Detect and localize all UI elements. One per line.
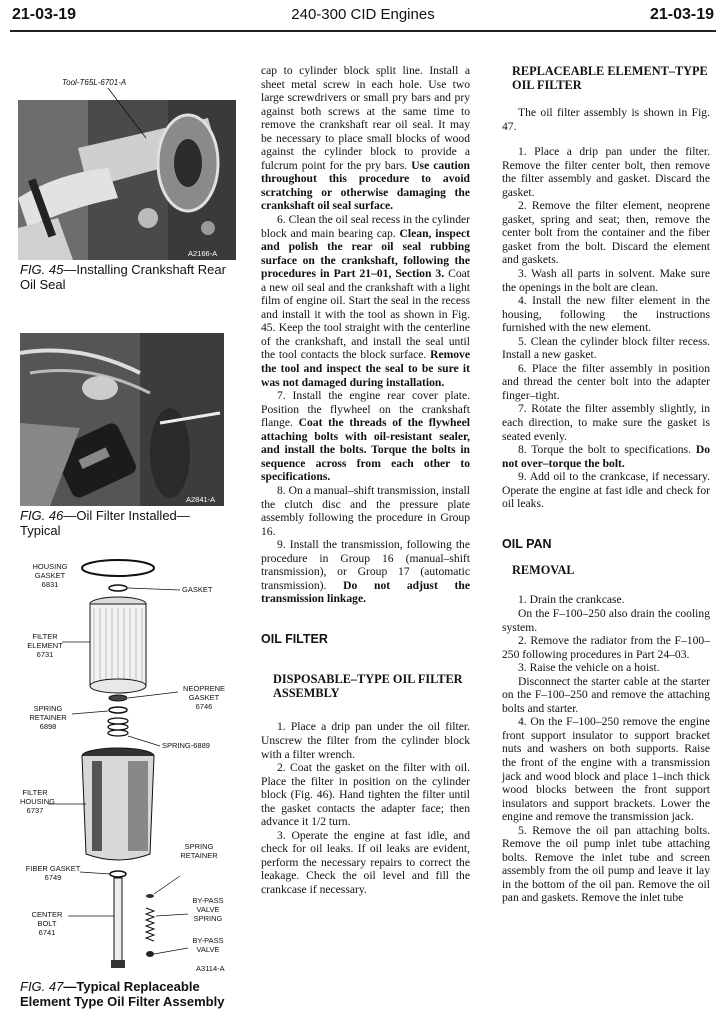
replaceable-step-8: [502, 443, 710, 470]
step-6-d: Remove the tool and inspect the seal to be sure it was not damaged during installation.: [261, 348, 470, 389]
figure-47-diagram: [20, 556, 240, 976]
label-fiber-gasket: [24, 864, 82, 882]
pan-step-4: 4. On the F–100–250 remove the engine front support insulator to support bracket nuts and washers on both supports. Raise the front of the engine with a transmission jack and wood block and place 1–inch thick wood blocks between the front support insulators and support brackets. Lower the engine and remove the transmission jack.: [502, 715, 710, 824]
label-neoprene-gasket: [174, 684, 234, 711]
pan-step-5: 5. Remove the oil pan attaching bolts. Remove the oil pump inlet tube attaching bolts. Remove the inlet tube and screen assembly from the oil pump and leave it lay in the bottom of the oil pan. Remove the oil pan and gaskets. Remove the inlet tube: [502, 823, 710, 905]
disposable-step-2: 2. Coat the gasket on the filter with oil. Place the filter in position on the cylinder block (Fig. 46). Hand tighten the filter until the gasket contacts the adapter face; then advance it 1/2 turn.: [261, 761, 470, 829]
heading-disposable: DISPOSABLE–TYPE OIL FILTER ASSEMBLY: [273, 672, 463, 701]
column-right: [502, 64, 710, 905]
heading-replaceable: REPLACEABLE ELEMENT–TYPE OIL FILTER: [512, 64, 708, 92]
heading-removal: REMOVAL: [512, 563, 575, 578]
figure-45-caption: [20, 262, 236, 292]
fig47-caption-text: Typical Replaceable Element Type Oil Filter Assembly: [20, 979, 225, 1009]
fig46-code: A2841-A: [186, 495, 216, 504]
replaceable-step-5: 5. Clean the cylinder block filter recess. Install a new gasket.: [502, 334, 710, 362]
replaceable-step-6: 6. Place the filter assembly in position and thread the center bolt into the adapter finger–tight.: [502, 361, 710, 402]
replaceable-intro: The oil filter assembly is shown in Fig. 47.: [502, 106, 710, 133]
spring-retainer-text: SPRING RETAINER: [29, 704, 67, 722]
label-gasket: GASKET: [182, 585, 213, 594]
step-6: [261, 213, 470, 389]
rear-seal-continued: [261, 64, 470, 213]
fig45-number: FIG. 45: [20, 262, 64, 277]
fig46-caption-text: Oil Filter Installed—Typical: [20, 508, 190, 538]
pan-step-2: 2. Remove the radiator from the F–100–250 following procedures in Part 24–03.: [502, 634, 710, 661]
step-8-a: 8. Torque the bolt to specifications.: [518, 443, 692, 457]
page-title: 240-300 CID Engines: [291, 6, 435, 23]
step-8: 8. On a manual–shift transmission, install the clutch disc and the pressure plate assembly following the procedure in Group 16.: [261, 483, 470, 538]
label-spring-retainer: [24, 704, 72, 731]
center-bolt-number: 6741: [38, 928, 56, 937]
page-number-left: 21-03-19: [12, 6, 77, 23]
disposable-step-1: 1. Place a drip pan under the oil filter. Unscrew the filter from the cylinder block with a filter wrench.: [261, 720, 470, 761]
figure-47-caption: [20, 979, 245, 1009]
fig45-code: A2166-A: [188, 249, 218, 258]
replaceable-step-1: 1. Place a drip pan under the filter. Remove the filter center bolt, then remove the filter assembly and gasket. Discard the gasket.: [502, 145, 710, 199]
filter-element-number: 6731: [36, 650, 54, 659]
fig45-dash: —: [63, 262, 77, 277]
label-filter-housing: [20, 788, 56, 815]
replaceable-step-2: 2. Remove the filter element, neoprene gasket, spring and seat; then, remove the center bolt from the container and the fiber gasket from the bolt. Discard the element and gaskets.: [502, 199, 710, 267]
fig46-number: FIG. 46: [20, 508, 64, 523]
step-7-a: 7. Install the engine rear cover plate. Position the flywheel on the crankshaft flange.: [261, 389, 470, 430]
rear-seal-caution: Use caution throughout this procedure to avoid scratching or otherwise damaging the crankshaft oil seal surface.: [261, 158, 470, 213]
neoprene-gasket-text: NEOPRENE GASKET: [182, 684, 226, 702]
filter-housing-number: 6737: [26, 806, 44, 815]
column-middle: [261, 64, 470, 897]
step-9-a: 9. Install the transmission, following the procedure in Group 16 (manual–shift transmission), or Group 17 (automatic transmission).: [261, 538, 470, 592]
filter-housing-text: FILTER HOUSING: [20, 788, 56, 806]
figure-46-caption: [20, 508, 210, 538]
step-7-b: Coat the threads of the flywheel attaching bolts with oil-resistant sealer, and install the bolts. Torque the bolts in sequence across from each other to specifications.: [261, 416, 470, 484]
step-6-c: Coat a new oil seal and the crankshaft with a light film of engine oil. Start the seal in the recess and install it with the tool as shown in Fig. 45. Keep the tool straight with the centerline of the crankshaft, and install the seal until the tool contacts the block surface.: [261, 267, 471, 362]
pan-step-1: 1. Drain the crankcase.: [518, 593, 625, 607]
replaceable-step-4: 4. Install the new filter element in the housing, following the instructions furnished with the new element.: [502, 294, 710, 335]
label-center-bolt: [24, 910, 70, 937]
pan-step-3b: Disconnect the starter cable at the starter on the F–100–250 and remove the attaching bolts and starter.: [502, 674, 710, 715]
fiber-gasket-text: FIBER GASKET: [25, 864, 81, 873]
step-9: [261, 538, 470, 606]
filter-element-text: FILTER ELEMENT: [27, 632, 63, 650]
label-bypass-valve: BY-PASS VALVE: [192, 936, 224, 954]
heading-oil-pan: OIL PAN: [502, 536, 552, 551]
heading-oil-filter: OIL FILTER: [261, 631, 328, 646]
page-header: [0, 0, 726, 30]
page-number-right: 21-03-19: [649, 6, 714, 23]
center-bolt-text: CENTER BOLT: [31, 910, 63, 928]
label-bypass-spring: BY-PASS VALVE SPRING: [192, 896, 224, 923]
pan-step-1b: On the F–100–250 also drain the cooling system.: [502, 606, 710, 634]
step-6-b: Clean, inspect and polish the rear oil seal rubbing surface on the crankshaft, following the procedures in Part 21–01, Section 3.: [261, 226, 471, 281]
step-7: [261, 389, 470, 484]
header-rule: [10, 30, 716, 32]
replaceable-step-3: 3. Wash all parts in solvent. Make sure the openings in the bolt are clean.: [502, 267, 710, 294]
pan-step-3: 3. Raise the vehicle on a hoist.: [518, 661, 660, 675]
spring-retainer-number: 6898: [39, 722, 57, 731]
replaceable-step-9: 9. Add oil to the crankcase, if necessary. Operate the engine at fast idle and check for oil leaks.: [502, 470, 710, 511]
label-spring: SPRING-6889: [162, 741, 210, 750]
housing-gasket-text: HOUSING GASKET: [32, 562, 68, 580]
fig45-caption-text: Installing Crankshaft Rear Oil Seal: [20, 262, 226, 292]
fig47-number: FIG. 47: [20, 979, 64, 994]
figure-45-photo: [18, 78, 236, 260]
label-filter-element: [26, 632, 64, 659]
figure-46-photo: [20, 333, 224, 506]
step-6-a: 6. Clean the oil seal recess in the cylinder block and main bearing cap.: [261, 213, 470, 240]
fig46-dash: —: [63, 508, 77, 523]
fig47-dash: —: [63, 979, 77, 994]
fiber-gasket-number: 6749: [44, 873, 62, 882]
rear-seal-text: cap to cylinder block split line. Install a sheet metal screw in each hole. Use two large screwdrivers or small pry bars and pry against both screws at the same time to remove the crankshaft rear oil seal. It may be necessary to place small blocks of wood against the cylinder block to provide a fulcrum point for the pry bars.: [261, 64, 470, 172]
replaceable-step-7: 7. Rotate the filter assembly slightly, in each direction, to make sure the gasket is seated evenly.: [502, 402, 710, 443]
housing-gasket-number: 6831: [41, 580, 59, 589]
label-spring-retainer-2: SPRING RETAINER: [180, 842, 218, 860]
step-9-b: Do not adjust the transmission linkage.: [261, 578, 470, 606]
disposable-step-3: 3. Operate the engine at fast idle, and check for oil leaks. If oil leaks are evident, perform the necessary repairs to correct the leakage. Check the oil level and fill the crankcase if necessary.: [261, 828, 470, 896]
fig47-code: A3114-A: [196, 964, 225, 973]
neoprene-gasket-number: 6746: [195, 702, 213, 711]
fig45-tool-label: Tool-T65L-6701-A: [62, 78, 127, 87]
label-housing-gasket: [28, 562, 72, 589]
step-8-b: Do not over–torque the bolt.: [502, 443, 710, 470]
